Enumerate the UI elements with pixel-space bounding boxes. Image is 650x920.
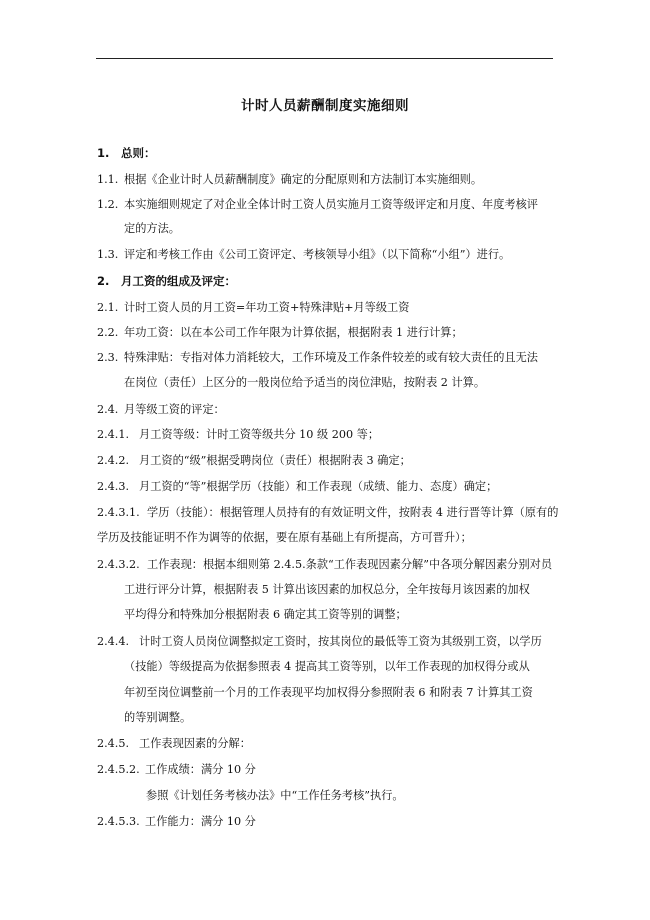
clause-number: 1.2. bbox=[97, 198, 119, 211]
clause-number: 2.4.3.2. bbox=[97, 558, 140, 571]
clause-line bbox=[97, 325, 463, 341]
clause-text: 在岗位（责任）上区分的一般岗位给予适当的岗位津贴，按附表 2 计算。 bbox=[124, 376, 486, 389]
clause-text: 定的方法。 bbox=[124, 222, 180, 235]
clause-line bbox=[97, 762, 256, 778]
clause-text: 月工资的“等”根据学历（技能）和工作表现（成绩、能力、态度）确定； bbox=[139, 480, 498, 493]
clause-number: 2.1. bbox=[97, 301, 119, 314]
clause-number: 2.2. bbox=[97, 326, 119, 339]
clause-number: 2.4.5.3. bbox=[97, 815, 140, 828]
clause-line bbox=[97, 557, 552, 573]
clause-text: 计时工资人员岗位调整拟定工资时，按其岗位的最低等工资为其级别工资，以学历 bbox=[139, 635, 542, 648]
section-heading bbox=[97, 273, 236, 289]
clause-text: 月工资的“级”根据受聘岗位（责任）根据附表 3 确定； bbox=[139, 454, 411, 467]
clause-line bbox=[97, 300, 409, 316]
clause-text: 工进行评分计算，根据附表 5 计算出该因素的加权总分，全年按每月该因素的加权 bbox=[124, 583, 530, 596]
clause-continuation bbox=[124, 582, 530, 598]
document-title: 计时人员薪酬制度实施细则 bbox=[241, 98, 409, 114]
clause-text: 工作表现：根据本细则第 2.4.5.条款“工作表现因素分解”中各项分解因素分别对员 bbox=[147, 558, 553, 571]
clause-text: 参照《计划任务考核办法》中“工作任务考核”执行。 bbox=[146, 789, 404, 802]
clause-text: 月等级工资的评定： bbox=[124, 403, 225, 416]
clause-number: 1.3. bbox=[97, 248, 119, 261]
clause-text: （技能）等级提高为依据参照表 4 提高其工资等别，以年工作表现的加权得分或从 bbox=[124, 660, 530, 673]
clause-text: 年功工资：以在本公司工作年限为计算依据，根据附表 1 进行计算； bbox=[124, 326, 463, 339]
clause-line bbox=[97, 172, 482, 188]
clause-line bbox=[97, 814, 256, 830]
clause-line bbox=[97, 736, 251, 752]
clause-text: 工作表现因素的分解： bbox=[139, 737, 251, 750]
clause-continuation bbox=[97, 530, 472, 546]
clause-line bbox=[97, 197, 538, 213]
clause-text: 月工资等级：计时工资等级共分 10 级 200 等； bbox=[139, 428, 380, 441]
clause-number: 2.4.3.1. bbox=[97, 506, 140, 519]
clause-number: 1.1. bbox=[97, 173, 119, 186]
clause-text: 评定和考核工作由《公司工资评定、考核领导小组》（以下简称“小组”）进行。 bbox=[124, 248, 511, 261]
clause-continuation bbox=[124, 375, 485, 391]
clause-text: 特殊津贴：专指对体力消耗较大，工作环境及工作条件较差的或有较大责任的且无法 bbox=[124, 351, 538, 364]
clause-line bbox=[97, 453, 411, 469]
clause-continuation bbox=[146, 788, 404, 804]
clause-line bbox=[97, 402, 225, 418]
clause-text: 学历（技能）：根据管理人员持有的有效证明文件，按附表 4 进行晋等计算（原有的 bbox=[147, 506, 559, 519]
clause-text: 年初至岗位调整前一个月的工作表现平均加权得分参照附表 6 和附表 7 计算其工资 bbox=[124, 686, 533, 699]
clause-continuation bbox=[124, 607, 407, 623]
clause-continuation bbox=[124, 710, 191, 726]
clause-line bbox=[97, 634, 542, 650]
section-heading bbox=[97, 145, 156, 161]
clause-text: 的等别调整。 bbox=[124, 711, 192, 724]
clause-line bbox=[97, 479, 497, 495]
clause-text: 根据《企业计时人员薪酬制度》确定的分配原则和方法制订本实施细则。 bbox=[124, 173, 483, 186]
clause-text: 本实施细则规定了对企业全体计时工资人员实施月工资等级评定和月度、年度考核评 bbox=[124, 198, 538, 211]
section-text: 月工资的组成及评定： bbox=[121, 274, 236, 288]
clause-number: 2.4.4. bbox=[97, 635, 130, 648]
clause-text: 学历及技能证明不作为调等的依据，要在原有基础上有所提高，方可晋升）； bbox=[97, 531, 472, 544]
clause-text: 平均得分和特殊加分根据附表 6 确定其工资等别的调整； bbox=[124, 608, 407, 621]
clause-continuation bbox=[124, 221, 180, 237]
clause-number: 2.4.3. bbox=[97, 480, 130, 493]
clause-line bbox=[97, 350, 538, 366]
clause-text: 工作成绩：满分 10 分 bbox=[145, 763, 256, 776]
clause-number: 2.4.5. bbox=[97, 737, 130, 750]
clause-number: 2.4.2. bbox=[97, 454, 130, 467]
clause-number: 2.4.5.2. bbox=[97, 763, 140, 776]
clause-continuation bbox=[124, 659, 530, 675]
clause-number: 2.4.1. bbox=[97, 428, 130, 441]
section-number: 1. bbox=[97, 146, 110, 160]
clause-number: 2.4. bbox=[97, 403, 119, 416]
clause-continuation bbox=[124, 685, 533, 701]
section-text: 总则： bbox=[121, 146, 156, 160]
clause-text: 计时工资人员的月工资=年功工资+特殊津贴+月等级工资 bbox=[124, 301, 410, 314]
clause-line bbox=[97, 247, 510, 263]
header-rule bbox=[96, 58, 553, 59]
section-number: 2. bbox=[97, 274, 110, 288]
clause-line bbox=[97, 427, 379, 443]
clause-number: 2.3. bbox=[97, 351, 119, 364]
clause-line bbox=[97, 505, 558, 521]
clause-text: 工作能力：满分 10 分 bbox=[145, 815, 256, 828]
